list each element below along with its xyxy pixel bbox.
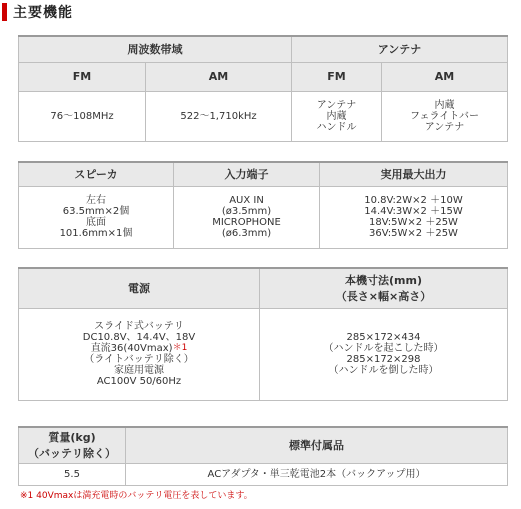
freq-band-header: 周波数帯域 [19,36,292,62]
weight-accessories-table [18,426,508,486]
am-range-value: 522〜1,710kHz [146,91,292,141]
input-value: AUX IN (ø3.5mm) MICROPHONE (ø6.3mm) [174,186,320,248]
input-header: 入力端子 [174,162,320,186]
dimensions-value: 285×172×434 （ハンドルを起こした時） 285×172×298 （ハンドルを倒した時） [260,308,508,400]
fm-header: FM [19,62,146,91]
power-value-top: スライド式バッテリ DC10.8V、14.4V、18V 直流36(40Vmax) [82,321,196,354]
accessories-header: 標準付属品 [126,427,508,463]
power-value [19,308,260,400]
antenna-header: アンテナ [292,36,508,62]
power-value-bottom: （ライトバッテリ除く） 家庭用電源 AC100V 50/60Hz [84,354,194,387]
speaker-input-output-table [18,161,508,249]
am-antenna-value: 内蔵 フェライトバー アンテナ [382,91,508,141]
dimensions-header: 本機寸法(mm) （長さ×幅×高さ） [260,268,508,308]
weight-value: 5.5 [19,463,126,485]
am-antenna-header: AM [382,62,508,91]
fm-range-value: 76〜108MHz [19,91,146,141]
output-value: 10.8V:2W×2 ＋10W 14.4V:3W×2 ＋15W 18V:5W×2 ＋25W 36V:5W×2 ＋25W [320,186,508,248]
fm-antenna-value: アンテナ 内蔵 ハンドル [292,91,382,141]
heading-title: 主要機能 [13,5,73,21]
power-dimensions-table [18,267,508,401]
power-header: 電源 [19,268,260,308]
frequency-antenna-table [18,35,508,142]
heading-accent-bar [2,3,7,21]
speaker-header: スピーカ [19,162,174,186]
weight-header: 質量(kg) （バッテリ除く） [19,427,126,463]
footnote-marker: ＊1 [172,343,188,353]
section-heading [2,3,73,21]
fm-antenna-header: FM [292,62,382,91]
accessories-value: ACアダプタ・単三乾電池2本（バックアップ用） [126,463,508,485]
speaker-value: 左右 63.5mm×2個 底面 101.6mm×1個 [19,186,174,248]
footnote: ※1 40Vmaxは満充電時のバッテリ電圧を表しています。 [20,491,253,501]
output-header: 実用最大出力 [320,162,508,186]
am-header: AM [146,62,292,91]
